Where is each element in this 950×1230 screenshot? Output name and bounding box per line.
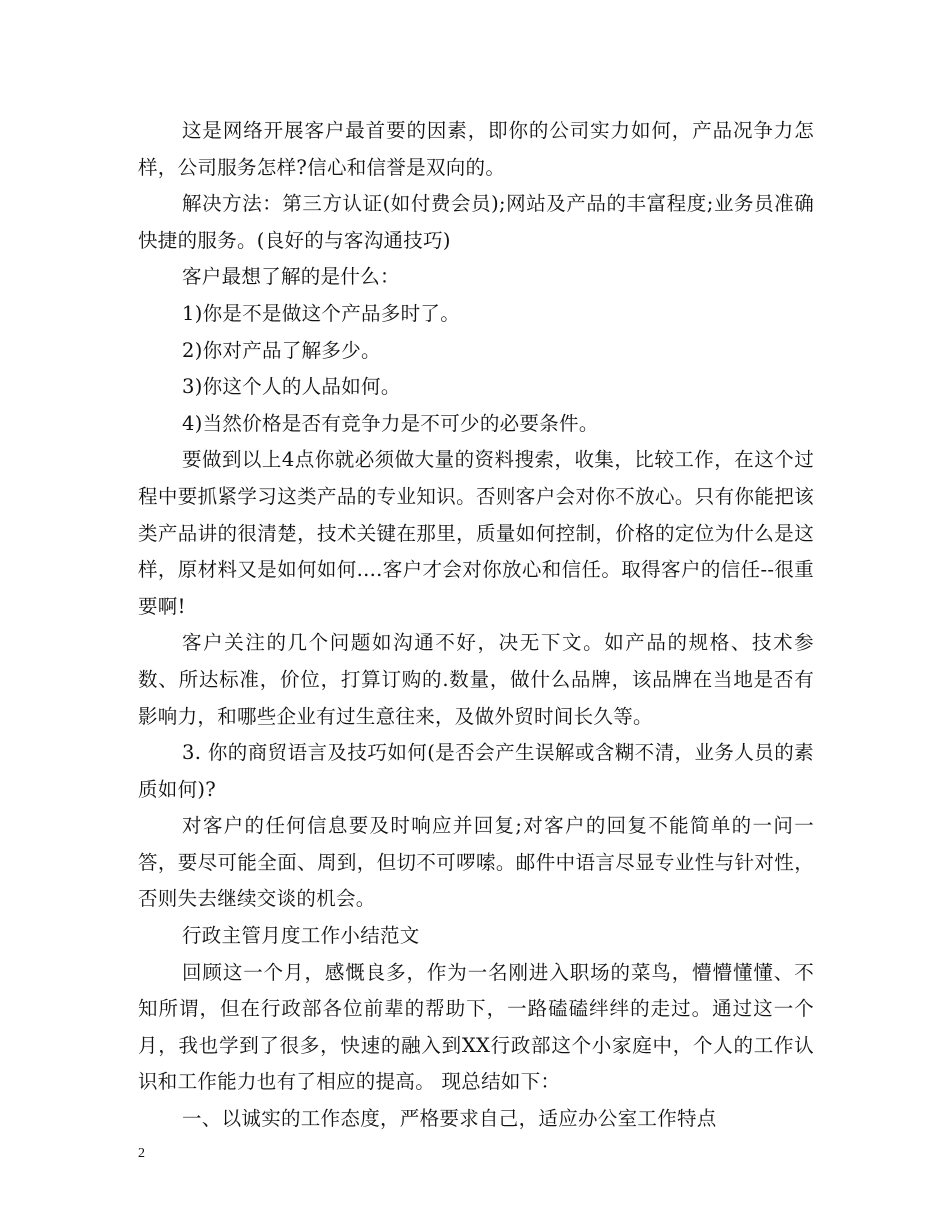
section-heading: 一、以诚实的工作态度，严格要求自己，适应办公室工作特点 bbox=[182, 1107, 717, 1131]
paragraph-intro-factor: 这是网络开展客户最首要的因素，即你的公司实力如何，产品况争力怎样，公司服务怎样?信心和信誉是双向的。 bbox=[138, 119, 814, 179]
paragraph-customer-wants-heading: 客户最想了解的是什么： bbox=[182, 265, 400, 289]
paragraph-research: 要做到以上4点你就必须做大量的资料搜索，收集，比较工作，在这个过程中要抓紧学习这类产品的专业知识。否则客户会对你不放心。只有你能把该类产品讲的很清楚，技术关键在那里，质量如何控制，价格的定位为什么是这样，原材料又是如何如何....客户才会对你放心和信任。取得客户的信任--很重要啊! bbox=[138, 448, 814, 618]
paragraph-solution: 解决方法：第三方认证(如付费会员);网站及产品的丰富程度;业务员准确快捷的服务。(良好的与客沟通技巧) bbox=[138, 192, 814, 252]
paragraph-customer-concerns: 客户关注的几个问题如沟通不好，决无下文。如产品的规格、技术参数、所达标准，价位，打算订购的.数量，做什么品牌，该品牌在当地是否有影响力，和哪些企业有过生意往来，及做外贸时间长久等。 bbox=[138, 631, 814, 728]
list-item: 4)当然价格是否有竞争力是不可少的必要条件。 bbox=[182, 411, 599, 435]
section-title: 行政主管月度工作小结范文 bbox=[182, 924, 420, 948]
list-item: 2)你对产品了解多少。 bbox=[182, 338, 381, 362]
page-number: 2 bbox=[138, 1146, 145, 1161]
paragraph-review: 回顾这一个月，感慨良多，作为一名刚进入职场的菜鸟，懵懵懂懂、不知所谓，但在行政部各位前辈的帮助下，一路磕磕绊绊的走过。通过这一个月，我也学到了很多，快速的融入到XX行政部这个小家庭中，个人的工作认识和工作能力也有了相应的提高。 现总结如下： bbox=[138, 960, 814, 1094]
list-item: 3)你这个人的人品如何。 bbox=[182, 375, 401, 399]
paragraph-response: 对客户的任何信息要及时响应并回复;对客户的回复不能简单的一问一答，要尽可能全面、周到，但切不可啰嗦。邮件中语言尽显专业性与针对性，否则失去继续交谈的机会。 bbox=[138, 814, 814, 911]
document-body bbox=[138, 113, 814, 1138]
list-item: 1)你是不是做这个产品多时了。 bbox=[182, 301, 461, 325]
paragraph-language-skills: 3. 你的商贸语言及技巧如何(是否会产生误解或含糊不清，业务人员的素质如何)? bbox=[138, 741, 814, 801]
